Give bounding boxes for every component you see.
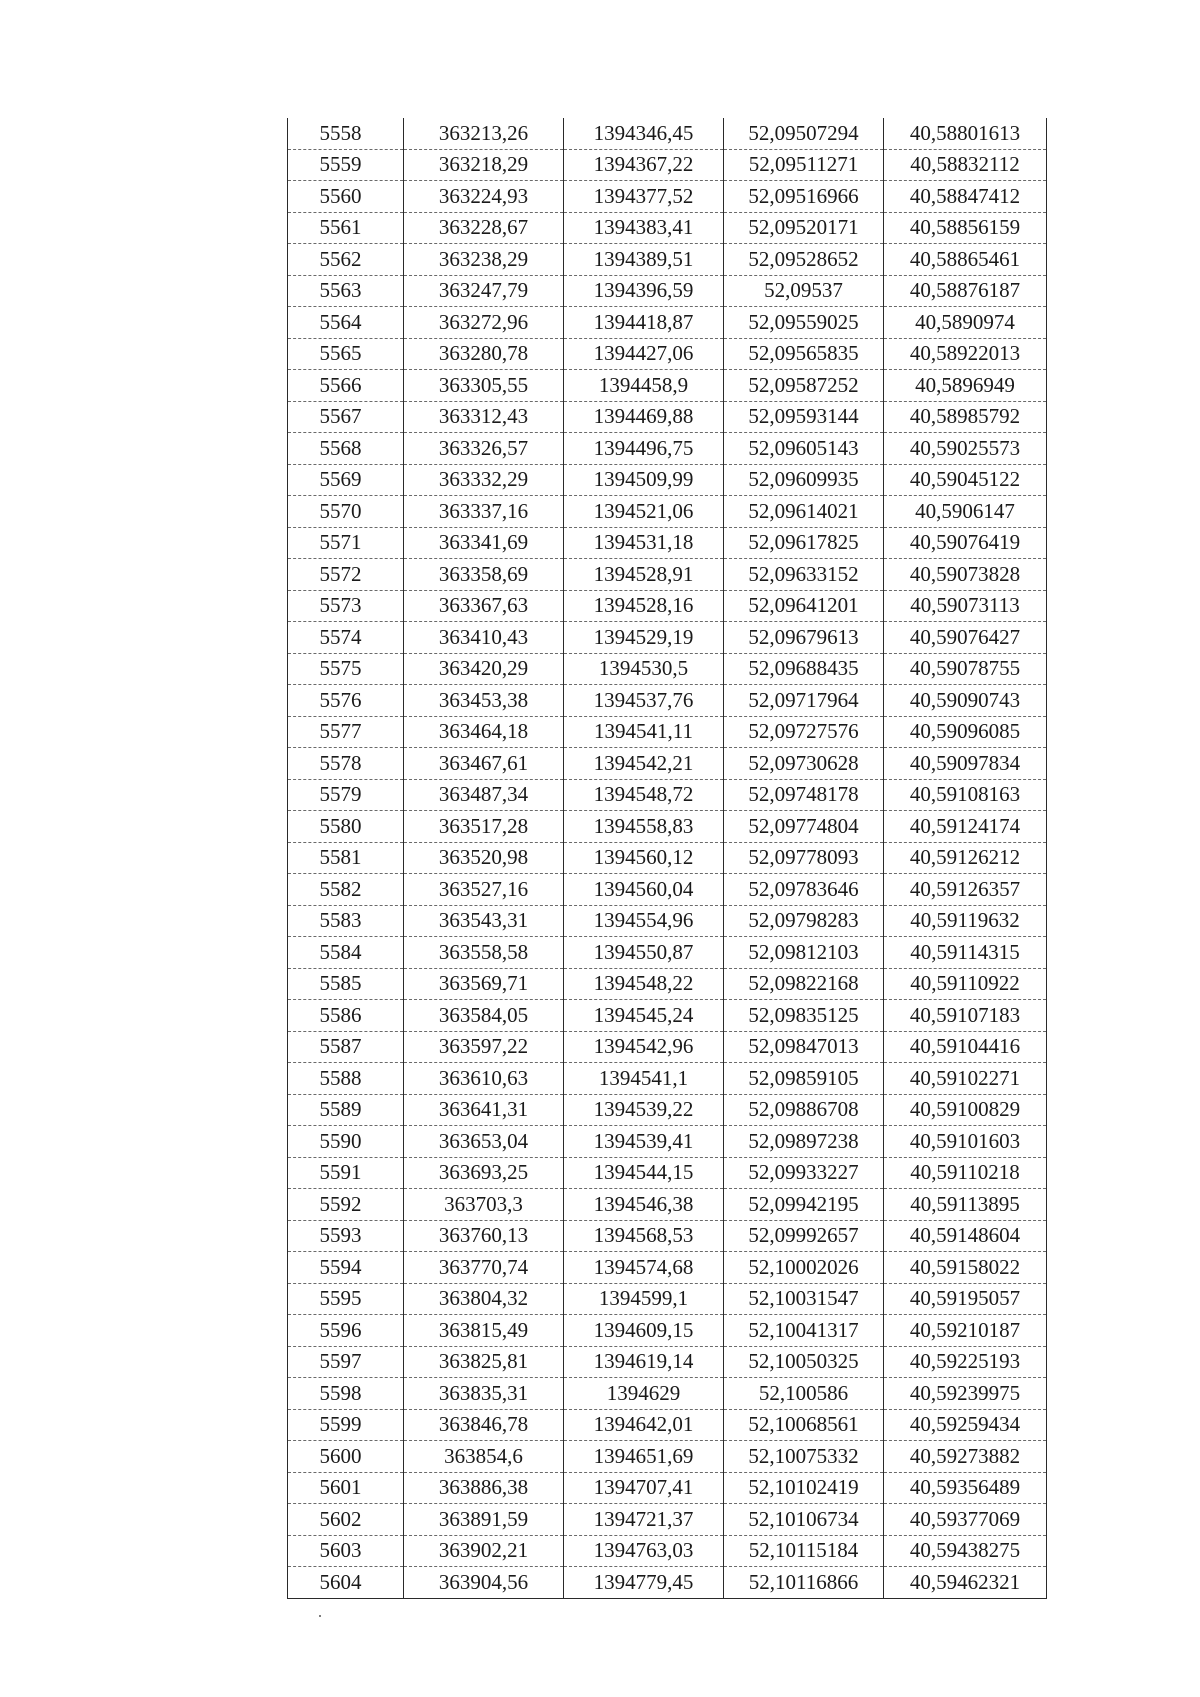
point-number-cell: 5598: [288, 1378, 404, 1410]
latitude-cell: 52,09778093: [724, 842, 884, 874]
point-number-cell: 5565: [288, 338, 404, 370]
x-coordinate-cell: 363804,32: [404, 1283, 564, 1315]
x-coordinate-cell: 363247,79: [404, 275, 564, 307]
table-row: [288, 118, 1047, 149]
x-coordinate-cell: 363527,16: [404, 874, 564, 906]
table-row: [288, 716, 1047, 748]
latitude-cell: 52,09679613: [724, 622, 884, 654]
table-row: [288, 307, 1047, 339]
x-coordinate-cell: 363213,26: [404, 118, 564, 149]
table-row: [288, 1094, 1047, 1126]
latitude-cell: 52,09835125: [724, 1000, 884, 1032]
y-coordinate-cell: 1394560,12: [564, 842, 724, 874]
table-row: [288, 622, 1047, 654]
y-coordinate-cell: 1394651,69: [564, 1441, 724, 1473]
table-row: [288, 905, 1047, 937]
point-number-cell: 5586: [288, 1000, 404, 1032]
x-coordinate-cell: 363569,71: [404, 968, 564, 1000]
latitude-cell: 52,09717964: [724, 685, 884, 717]
x-coordinate-cell: 363543,31: [404, 905, 564, 937]
table-row: [288, 1409, 1047, 1441]
point-number-cell: 5600: [288, 1441, 404, 1473]
latitude-cell: 52,10041317: [724, 1315, 884, 1347]
longitude-cell: 40,58985792: [884, 401, 1047, 433]
y-coordinate-cell: 1394539,22: [564, 1094, 724, 1126]
latitude-cell: 52,09847013: [724, 1031, 884, 1063]
y-coordinate-cell: 1394548,72: [564, 779, 724, 811]
point-number-cell: 5577: [288, 716, 404, 748]
latitude-cell: 52,10050325: [724, 1346, 884, 1378]
latitude-cell: 52,09587252: [724, 370, 884, 402]
latitude-cell: 52,10102419: [724, 1472, 884, 1504]
longitude-cell: 40,5890974: [884, 307, 1047, 339]
x-coordinate-cell: 363337,16: [404, 496, 564, 528]
point-number-cell: 5594: [288, 1252, 404, 1284]
point-number-cell: 5567: [288, 401, 404, 433]
point-number-cell: 5575: [288, 653, 404, 685]
y-coordinate-cell: 1394545,24: [564, 1000, 724, 1032]
point-number-cell: 5574: [288, 622, 404, 654]
table-row: [288, 590, 1047, 622]
point-number-cell: 5604: [288, 1567, 404, 1599]
longitude-cell: 40,58876187: [884, 275, 1047, 307]
latitude-cell: 52,09520171: [724, 212, 884, 244]
latitude-cell: 52,09617825: [724, 527, 884, 559]
x-coordinate-cell: 363558,58: [404, 937, 564, 969]
x-coordinate-cell: 363904,56: [404, 1567, 564, 1599]
longitude-cell: 40,5906147: [884, 496, 1047, 528]
table-row: [288, 275, 1047, 307]
point-number-cell: 5601: [288, 1472, 404, 1504]
point-number-cell: 5589: [288, 1094, 404, 1126]
latitude-cell: 52,09633152: [724, 559, 884, 591]
y-coordinate-cell: 1394528,91: [564, 559, 724, 591]
point-number-cell: 5593: [288, 1220, 404, 1252]
x-coordinate-cell: 363312,43: [404, 401, 564, 433]
y-coordinate-cell: 1394707,41: [564, 1472, 724, 1504]
y-coordinate-cell: 1394389,51: [564, 244, 724, 276]
table-row: [288, 1315, 1047, 1347]
y-coordinate-cell: 1394469,88: [564, 401, 724, 433]
point-number-cell: 5597: [288, 1346, 404, 1378]
longitude-cell: 40,58865461: [884, 244, 1047, 276]
longitude-cell: 40,59210187: [884, 1315, 1047, 1347]
longitude-cell: 40,59114315: [884, 937, 1047, 969]
y-coordinate-cell: 1394529,19: [564, 622, 724, 654]
point-number-cell: 5566: [288, 370, 404, 402]
x-coordinate-cell: 363835,31: [404, 1378, 564, 1410]
latitude-cell: 52,09886708: [724, 1094, 884, 1126]
y-coordinate-cell: 1394721,37: [564, 1504, 724, 1536]
x-coordinate-cell: 363815,49: [404, 1315, 564, 1347]
latitude-cell: 52,09593144: [724, 401, 884, 433]
y-coordinate-cell: 1394548,22: [564, 968, 724, 1000]
y-coordinate-cell: 1394542,96: [564, 1031, 724, 1063]
point-number-cell: 5560: [288, 181, 404, 213]
point-number-cell: 5569: [288, 464, 404, 496]
y-coordinate-cell: 1394418,87: [564, 307, 724, 339]
y-coordinate-cell: 1394396,59: [564, 275, 724, 307]
table-row: [288, 874, 1047, 906]
y-coordinate-cell: 1394546,38: [564, 1189, 724, 1221]
table-row: [288, 1504, 1047, 1536]
y-coordinate-cell: 1394458,9: [564, 370, 724, 402]
latitude-cell: 52,09748178: [724, 779, 884, 811]
latitude-cell: 52,09859105: [724, 1063, 884, 1095]
table-row: [288, 748, 1047, 780]
point-number-cell: 5558: [288, 118, 404, 149]
x-coordinate-cell: 363420,29: [404, 653, 564, 685]
latitude-cell: 52,09528652: [724, 244, 884, 276]
x-coordinate-cell: 363854,6: [404, 1441, 564, 1473]
point-number-cell: 5561: [288, 212, 404, 244]
latitude-cell: 52,09614021: [724, 496, 884, 528]
point-number-cell: 5559: [288, 149, 404, 181]
longitude-cell: 40,59225193: [884, 1346, 1047, 1378]
point-number-cell: 5587: [288, 1031, 404, 1063]
table-row: [288, 1031, 1047, 1063]
y-coordinate-cell: 1394544,15: [564, 1157, 724, 1189]
table-row: [288, 370, 1047, 402]
longitude-cell: 40,59110922: [884, 968, 1047, 1000]
y-coordinate-cell: 1394763,03: [564, 1535, 724, 1567]
table-row: [288, 338, 1047, 370]
table-row: [288, 1283, 1047, 1315]
longitude-cell: 40,59377069: [884, 1504, 1047, 1536]
x-coordinate-cell: 363464,18: [404, 716, 564, 748]
table-row: [288, 464, 1047, 496]
point-number-cell: 5595: [288, 1283, 404, 1315]
longitude-cell: 40,59119632: [884, 905, 1047, 937]
longitude-cell: 40,59113895: [884, 1189, 1047, 1221]
table-row: [288, 1378, 1047, 1410]
longitude-cell: 40,59108163: [884, 779, 1047, 811]
table-row: [288, 244, 1047, 276]
x-coordinate-cell: 363902,21: [404, 1535, 564, 1567]
x-coordinate-cell: 363410,43: [404, 622, 564, 654]
x-coordinate-cell: 363584,05: [404, 1000, 564, 1032]
longitude-cell: 40,59126212: [884, 842, 1047, 874]
x-coordinate-cell: 363487,34: [404, 779, 564, 811]
x-coordinate-cell: 363326,57: [404, 433, 564, 465]
point-number-cell: 5590: [288, 1126, 404, 1158]
table-row: [288, 1126, 1047, 1158]
longitude-cell: 40,59045122: [884, 464, 1047, 496]
point-number-cell: 5602: [288, 1504, 404, 1536]
point-number-cell: 5579: [288, 779, 404, 811]
latitude-cell: 52,09641201: [724, 590, 884, 622]
table-row: [288, 527, 1047, 559]
y-coordinate-cell: 1394496,75: [564, 433, 724, 465]
table-row: [288, 1063, 1047, 1095]
x-coordinate-cell: 363891,59: [404, 1504, 564, 1536]
latitude-cell: 52,09688435: [724, 653, 884, 685]
table-row: [288, 779, 1047, 811]
y-coordinate-cell: 1394642,01: [564, 1409, 724, 1441]
point-number-cell: 5591: [288, 1157, 404, 1189]
point-number-cell: 5564: [288, 307, 404, 339]
longitude-cell: 40,59126357: [884, 874, 1047, 906]
y-coordinate-cell: 1394383,41: [564, 212, 724, 244]
y-coordinate-cell: 1394377,52: [564, 181, 724, 213]
point-number-cell: 5573: [288, 590, 404, 622]
y-coordinate-cell: 1394542,21: [564, 748, 724, 780]
table-row: [288, 1346, 1047, 1378]
latitude-cell: 52,09933227: [724, 1157, 884, 1189]
table-row: [288, 181, 1047, 213]
y-coordinate-cell: 1394619,14: [564, 1346, 724, 1378]
latitude-cell: 52,10115184: [724, 1535, 884, 1567]
longitude-cell: 40,59124174: [884, 811, 1047, 843]
x-coordinate-cell: 363693,25: [404, 1157, 564, 1189]
x-coordinate-cell: 363367,63: [404, 590, 564, 622]
longitude-cell: 40,59090743: [884, 685, 1047, 717]
longitude-cell: 40,59073113: [884, 590, 1047, 622]
longitude-cell: 40,59100829: [884, 1094, 1047, 1126]
table-row: [288, 496, 1047, 528]
y-coordinate-cell: 1394599,1: [564, 1283, 724, 1315]
longitude-cell: 40,58832112: [884, 149, 1047, 181]
x-coordinate-cell: 363517,28: [404, 811, 564, 843]
latitude-cell: 52,09605143: [724, 433, 884, 465]
x-coordinate-cell: 363280,78: [404, 338, 564, 370]
y-coordinate-cell: 1394550,87: [564, 937, 724, 969]
point-number-cell: 5568: [288, 433, 404, 465]
x-coordinate-cell: 363641,31: [404, 1094, 564, 1126]
table-row: [288, 559, 1047, 591]
point-number-cell: 5563: [288, 275, 404, 307]
latitude-cell: 52,09537: [724, 275, 884, 307]
table-row: [288, 1220, 1047, 1252]
x-coordinate-cell: 363238,29: [404, 244, 564, 276]
y-coordinate-cell: 1394609,15: [564, 1315, 724, 1347]
longitude-cell: 40,58922013: [884, 338, 1047, 370]
latitude-cell: 52,09559025: [724, 307, 884, 339]
x-coordinate-cell: 363760,13: [404, 1220, 564, 1252]
longitude-cell: 40,58847412: [884, 181, 1047, 213]
point-number-cell: 5570: [288, 496, 404, 528]
longitude-cell: 40,58856159: [884, 212, 1047, 244]
latitude-cell: 52,09516966: [724, 181, 884, 213]
point-number-cell: 5581: [288, 842, 404, 874]
x-coordinate-cell: 363846,78: [404, 1409, 564, 1441]
table-row: [288, 1535, 1047, 1567]
point-number-cell: 5576: [288, 685, 404, 717]
longitude-cell: 40,59073828: [884, 559, 1047, 591]
y-coordinate-cell: 1394568,53: [564, 1220, 724, 1252]
longitude-cell: 40,59110218: [884, 1157, 1047, 1189]
latitude-cell: 52,09897238: [724, 1126, 884, 1158]
latitude-cell: 52,100586: [724, 1378, 884, 1410]
x-coordinate-cell: 363703,3: [404, 1189, 564, 1221]
longitude-cell: 40,59076427: [884, 622, 1047, 654]
y-coordinate-cell: 1394531,18: [564, 527, 724, 559]
longitude-cell: 40,59356489: [884, 1472, 1047, 1504]
y-coordinate-cell: 1394367,22: [564, 149, 724, 181]
x-coordinate-cell: 363825,81: [404, 1346, 564, 1378]
latitude-cell: 52,10068561: [724, 1409, 884, 1441]
y-coordinate-cell: 1394554,96: [564, 905, 724, 937]
table-row: [288, 1000, 1047, 1032]
x-coordinate-cell: 363305,55: [404, 370, 564, 402]
x-coordinate-cell: 363597,22: [404, 1031, 564, 1063]
coordinates-table: [287, 118, 1047, 1599]
longitude-cell: 40,59273882: [884, 1441, 1047, 1473]
table-row: [288, 685, 1047, 717]
y-coordinate-cell: 1394539,41: [564, 1126, 724, 1158]
longitude-cell: 40,59107183: [884, 1000, 1047, 1032]
y-coordinate-cell: 1394541,1: [564, 1063, 724, 1095]
longitude-cell: 40,59462321: [884, 1567, 1047, 1599]
latitude-cell: 52,09730628: [724, 748, 884, 780]
point-number-cell: 5603: [288, 1535, 404, 1567]
longitude-cell: 40,59096085: [884, 716, 1047, 748]
x-coordinate-cell: 363467,61: [404, 748, 564, 780]
latitude-cell: 52,10002026: [724, 1252, 884, 1284]
y-coordinate-cell: 1394558,83: [564, 811, 724, 843]
y-coordinate-cell: 1394779,45: [564, 1567, 724, 1599]
longitude-cell: 40,59438275: [884, 1535, 1047, 1567]
longitude-cell: 40,59097834: [884, 748, 1047, 780]
y-coordinate-cell: 1394346,45: [564, 118, 724, 149]
latitude-cell: 52,09992657: [724, 1220, 884, 1252]
table-row: [288, 212, 1047, 244]
point-number-cell: 5572: [288, 559, 404, 591]
latitude-cell: 52,09565835: [724, 338, 884, 370]
y-coordinate-cell: 1394629: [564, 1378, 724, 1410]
y-coordinate-cell: 1394427,06: [564, 338, 724, 370]
y-coordinate-cell: 1394560,04: [564, 874, 724, 906]
x-coordinate-cell: 363341,69: [404, 527, 564, 559]
y-coordinate-cell: 1394541,11: [564, 716, 724, 748]
point-number-cell: 5585: [288, 968, 404, 1000]
x-coordinate-cell: 363886,38: [404, 1472, 564, 1504]
latitude-cell: 52,09822168: [724, 968, 884, 1000]
table-row: [288, 1472, 1047, 1504]
latitude-cell: 52,09783646: [724, 874, 884, 906]
longitude-cell: 40,59102271: [884, 1063, 1047, 1095]
longitude-cell: 40,59239975: [884, 1378, 1047, 1410]
point-number-cell: 5596: [288, 1315, 404, 1347]
point-number-cell: 5580: [288, 811, 404, 843]
latitude-cell: 52,09774804: [724, 811, 884, 843]
table-row: [288, 937, 1047, 969]
y-coordinate-cell: 1394528,16: [564, 590, 724, 622]
point-number-cell: 5583: [288, 905, 404, 937]
latitude-cell: 52,09507294: [724, 118, 884, 149]
x-coordinate-cell: 363218,29: [404, 149, 564, 181]
x-coordinate-cell: 363453,38: [404, 685, 564, 717]
table-row: [288, 433, 1047, 465]
x-coordinate-cell: 363228,67: [404, 212, 564, 244]
longitude-cell: 40,59259434: [884, 1409, 1047, 1441]
table-row: [288, 1252, 1047, 1284]
point-number-cell: 5584: [288, 937, 404, 969]
x-coordinate-cell: 363610,63: [404, 1063, 564, 1095]
longitude-cell: 40,59158022: [884, 1252, 1047, 1284]
stray-mark: [319, 1615, 321, 1617]
y-coordinate-cell: 1394530,5: [564, 653, 724, 685]
point-number-cell: 5599: [288, 1409, 404, 1441]
latitude-cell: 52,10106734: [724, 1504, 884, 1536]
table-row: [288, 968, 1047, 1000]
x-coordinate-cell: 363770,74: [404, 1252, 564, 1284]
latitude-cell: 52,09511271: [724, 149, 884, 181]
y-coordinate-cell: 1394537,76: [564, 685, 724, 717]
x-coordinate-cell: 363653,04: [404, 1126, 564, 1158]
longitude-cell: 40,59104416: [884, 1031, 1047, 1063]
point-number-cell: 5578: [288, 748, 404, 780]
longitude-cell: 40,58801613: [884, 118, 1047, 149]
table-row: [288, 149, 1047, 181]
coordinates-table-body: [288, 118, 1047, 1598]
table-row: [288, 401, 1047, 433]
longitude-cell: 40,59025573: [884, 433, 1047, 465]
table-row: [288, 842, 1047, 874]
latitude-cell: 52,09609935: [724, 464, 884, 496]
point-number-cell: 5562: [288, 244, 404, 276]
y-coordinate-cell: 1394509,99: [564, 464, 724, 496]
y-coordinate-cell: 1394521,06: [564, 496, 724, 528]
longitude-cell: 40,59078755: [884, 653, 1047, 685]
longitude-cell: 40,5896949: [884, 370, 1047, 402]
table-row: [288, 811, 1047, 843]
x-coordinate-cell: 363332,29: [404, 464, 564, 496]
x-coordinate-cell: 363358,69: [404, 559, 564, 591]
x-coordinate-cell: 363520,98: [404, 842, 564, 874]
latitude-cell: 52,10031547: [724, 1283, 884, 1315]
point-number-cell: 5588: [288, 1063, 404, 1095]
latitude-cell: 52,10075332: [724, 1441, 884, 1473]
latitude-cell: 52,09942195: [724, 1189, 884, 1221]
latitude-cell: 52,09812103: [724, 937, 884, 969]
point-number-cell: 5592: [288, 1189, 404, 1221]
point-number-cell: 5571: [288, 527, 404, 559]
table-row: [288, 1157, 1047, 1189]
y-coordinate-cell: 1394574,68: [564, 1252, 724, 1284]
table-row: [288, 653, 1047, 685]
point-number-cell: 5582: [288, 874, 404, 906]
latitude-cell: 52,09727576: [724, 716, 884, 748]
longitude-cell: 40,59195057: [884, 1283, 1047, 1315]
x-coordinate-cell: 363224,93: [404, 181, 564, 213]
table-row: [288, 1567, 1047, 1599]
longitude-cell: 40,59101603: [884, 1126, 1047, 1158]
latitude-cell: 52,10116866: [724, 1567, 884, 1599]
table-row: [288, 1441, 1047, 1473]
latitude-cell: 52,09798283: [724, 905, 884, 937]
table-row: [288, 1189, 1047, 1221]
longitude-cell: 40,59148604: [884, 1220, 1047, 1252]
x-coordinate-cell: 363272,96: [404, 307, 564, 339]
longitude-cell: 40,59076419: [884, 527, 1047, 559]
